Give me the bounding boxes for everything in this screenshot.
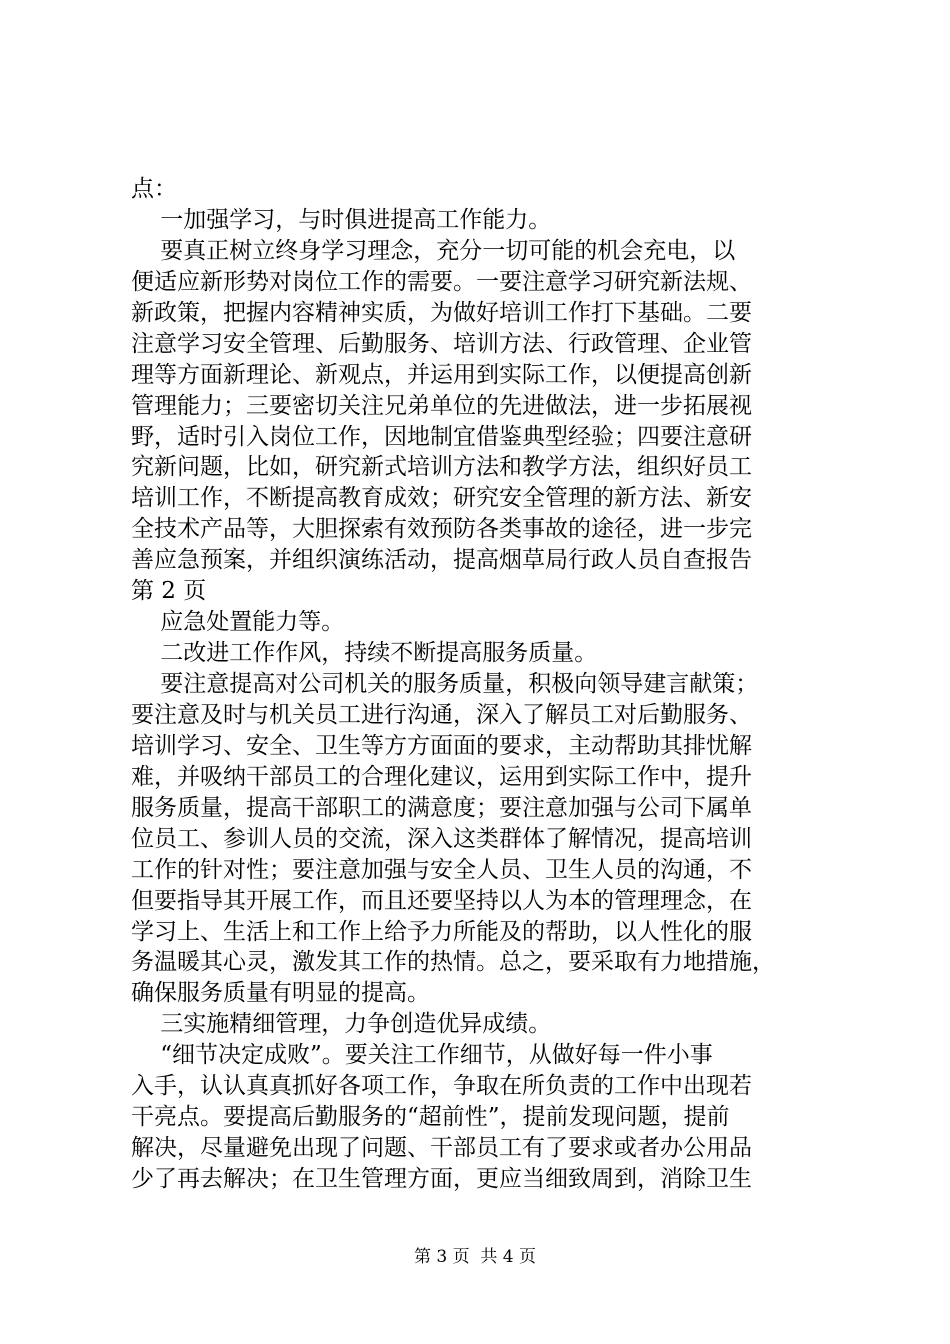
text-line: 务温暖其心灵，激发其工作的热情。总之，要采取有力地措施， xyxy=(131,949,775,976)
text-line: 新政策，把握内容精神实质，为做好培训工作打下基础。二要 xyxy=(131,299,752,326)
page-footer: 第 3 页 共 4 页 xyxy=(413,1247,537,1267)
text-line: 要注意及时与机关员工进行沟通，深入了解员工对后勤服务、 xyxy=(131,701,752,728)
text-line: 管理能力；三要密切关注兄弟单位的先进做法，进一步拓展视 xyxy=(131,392,752,419)
body-text xyxy=(131,174,831,1195)
text-line: 位员工、参训人员的交流，深入这类群体了解情况，提高培训 xyxy=(131,825,752,852)
text-line: 工作的针对性；要注意加强与安全人员、卫生人员的沟通，不 xyxy=(131,856,752,883)
text-line: 善应急预案，并组织演练活动，提高烟草局行政人员自查报告 xyxy=(131,547,752,574)
text-line: 培训学习、安全、卫生等方方面面的要求，主动帮助其排忧解 xyxy=(131,732,752,759)
text-line: 全技术产品等，大胆探索有效预防各类事故的途径，进一步完 xyxy=(131,516,752,543)
text-line: 应急处置能力等。 xyxy=(131,609,345,636)
text-line: 野，适时引入岗位工作，因地制宜借鉴典型经验；四要注意研 xyxy=(131,423,752,450)
text-line: 注意学习安全管理、后勤服务、培训方法、行政管理、企业管 xyxy=(131,330,752,357)
text-line: 点： xyxy=(131,176,177,202)
text-line: 培训工作，不断提高教育成效；研究安全管理的新方法、新安 xyxy=(131,485,752,512)
text-line: “细节决定成败”。要关注工作细节，从做好每一件小事 xyxy=(131,1042,713,1069)
text-line: 要注意提高对公司机关的服务质量，积极向领导建言献策； xyxy=(131,671,759,697)
text-line: 解决，尽量避免出现了问题、干部员工有了要求或者办公用品 xyxy=(131,1135,752,1162)
text-line: 便适应新形势对岗位工作的需要。一要注意学习研究新法规、 xyxy=(131,268,752,295)
text-line: 三实施精细管理，力争创造优异成绩。 xyxy=(131,1011,552,1038)
text-line: 干亮点。要提高后勤服务的“超前性”，提前发现问题，提前 xyxy=(131,1104,730,1131)
text-line: 究新问题，比如，研究新式培训方法和教学方法，组织好员工 xyxy=(131,454,752,481)
text-line: 一加强学习，与时俱进提高工作能力。 xyxy=(131,206,552,233)
text-line: 理等方面新理论、新观点，并运用到实际工作，以便提高创新 xyxy=(131,361,752,388)
text-line: 二改进工作作风，持续不断提高服务质量。 xyxy=(131,640,598,667)
text-line: 但要指导其开展工作，而且还要坚持以人为本的管理理念，在 xyxy=(131,887,752,914)
text-line: 难，并吸纳干部员工的合理化建议，运用到实际工作中，提升 xyxy=(131,763,752,790)
text-line: 入手，认认真真抓好各项工作，争取在所负责的工作中出现若 xyxy=(131,1073,752,1100)
text-line: 服务质量，提高干部职工的满意度；要注意加强与公司下属单 xyxy=(131,794,752,821)
text-line: 第 2 页 xyxy=(131,578,207,605)
text-line: 确保服务质量有明显的提高。 xyxy=(131,980,430,1007)
text-line: 少了再去解决；在卫生管理方面，更应当细致周到，消除卫生 xyxy=(131,1166,752,1192)
text-line: 学习上、生活上和工作上给予力所能及的帮助，以人性化的服 xyxy=(131,918,752,945)
text-line: 要真正树立终身学习理念，充分一切可能的机会充电，以 xyxy=(131,237,736,264)
